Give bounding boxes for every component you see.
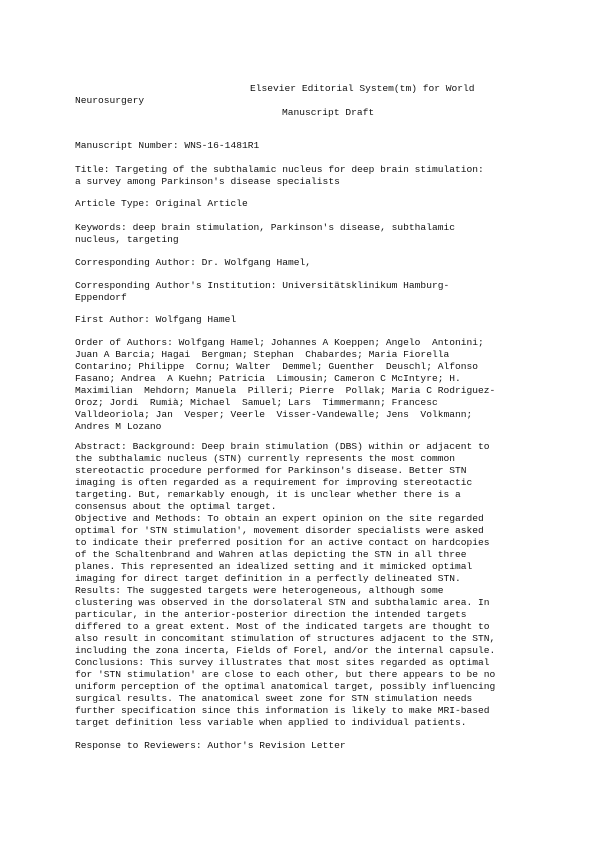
authors-line: Contarino; Philippe Cornu; Walter Demmel; Guenther Deuschl; Alfonso <box>75 361 479 372</box>
abstract-line: also result in concomitant stimulation of structures adjacent to the STN, <box>75 633 496 644</box>
abstract-line: for 'STN stimulation' are close to each other, but there appears to be no <box>75 669 496 680</box>
header-journal-line: Neurosurgery <box>75 95 145 106</box>
keywords-line-2: nucleus, targeting <box>75 234 179 245</box>
abstract-line: Abstract: Background: Deep brain stimulation (DBS) within or adjacent to <box>75 441 490 452</box>
corresponding-author: Corresponding Author: Dr. Wolfgang Hamel, <box>75 257 312 268</box>
manuscript-number: Manuscript Number: WNS-16-1481R1 <box>75 140 260 151</box>
abstract-line: particular, in the anterior-posterior direction the intended targets <box>75 609 467 620</box>
abstract-line: planes. This represented an idealized setting and it mimicked optimal <box>75 561 473 572</box>
abstract-line: Results: The suggested targets were heterogeneous, although some <box>75 585 444 596</box>
institution-line-1: Corresponding Author's Institution: Universitätsklinikum Hamburg- <box>75 280 450 291</box>
title-line-1: Title: Targeting of the subthalamic nucleus for deep brain stimulation: <box>75 164 484 175</box>
abstract-line: imaging is often regarded as a requirement for improving stereotactic <box>75 477 473 488</box>
authors-line: Maximilian Mehdorn; Manuela Pilleri; Pierre Pollak; Maria C Rodriguez- <box>75 385 496 396</box>
header-system-line: Elsevier Editorial System(tm) for World <box>250 83 475 94</box>
abstract-line: of the Schaltenbrand and Wahren atlas depicting the STN in all three <box>75 549 467 560</box>
first-author: First Author: Wolfgang Hamel <box>75 314 237 325</box>
abstract-line: optimal for 'STN stimulation', movement disorder specialists were asked <box>75 525 484 536</box>
abstract-line: to indicate their preferred position for an active contact on hardcopies <box>75 537 490 548</box>
abstract-line: Objective and Methods: To obtain an expert opinion on the site regarded <box>75 513 484 524</box>
institution-line-2: Eppendorf <box>75 292 127 303</box>
authors-line: Order of Authors: Wolfgang Hamel; Johannes A Koeppen; Angelo Antonini; <box>75 337 484 348</box>
abstract-line: target definition less variable when applied to individual patients. <box>75 717 467 728</box>
authors-line: Fasano; Andrea A Kuehn; Patricia Limousin; Cameron C McIntyre; H. <box>75 373 461 384</box>
abstract-line: Conclusions: This survey illustrates that most sites regarded as optimal <box>75 657 490 668</box>
title-line-2: a survey among Parkinson's disease specialists <box>75 176 340 187</box>
abstract-line: the subthalamic nucleus (STN) currently represents the most common <box>75 453 455 464</box>
authors-line: Andres M Lozano <box>75 421 162 432</box>
authors-line: Valldeoriola; Jan Vesper; Veerle Visser-Vandewalle; Jens Volkmann; <box>75 409 473 420</box>
abstract-line: including the zona incerta, Fields of Forel, and/or the internal capsule. <box>75 645 496 656</box>
abstract-line: clustering was observed in the dorsolateral STN and subthalamic area. In <box>75 597 490 608</box>
abstract-line: consensus about the optimal target. <box>75 501 277 512</box>
abstract-line: targeting. But, remarkably enough, it is unclear whether there is a <box>75 489 461 500</box>
abstract-line: surgical results. The anatomical sweet zone for STN stimulation needs <box>75 693 473 704</box>
authors-line: Juan A Barcia; Hagai Bergman; Stephan Chabardes; Maria Fiorella <box>75 349 450 360</box>
abstract-line: stereotactic procedure performed for Parkinson's disease. Better STN <box>75 465 467 476</box>
abstract-line: uniform perception of the optimal anatomical target, possibly influencing <box>75 681 496 692</box>
abstract-line: imaging for direct target definition in a perfectly delineated STN. <box>75 573 461 584</box>
header-draft-label: Manuscript Draft <box>282 107 375 118</box>
response-to-reviewers: Response to Reviewers: Author's Revision Letter <box>75 740 346 751</box>
abstract-line: differed to a great extent. Most of the indicated targets are thought to <box>75 621 490 632</box>
abstract-line: further specification since this information is likely to make MRI-based <box>75 705 490 716</box>
article-type: Article Type: Original Article <box>75 198 248 209</box>
authors-line: Oroz; Jordi Rumià; Michael Samuel; Lars Timmermann; Francesc <box>75 397 438 408</box>
keywords-line-1: Keywords: deep brain stimulation, Parkinson's disease, subthalamic <box>75 222 455 233</box>
